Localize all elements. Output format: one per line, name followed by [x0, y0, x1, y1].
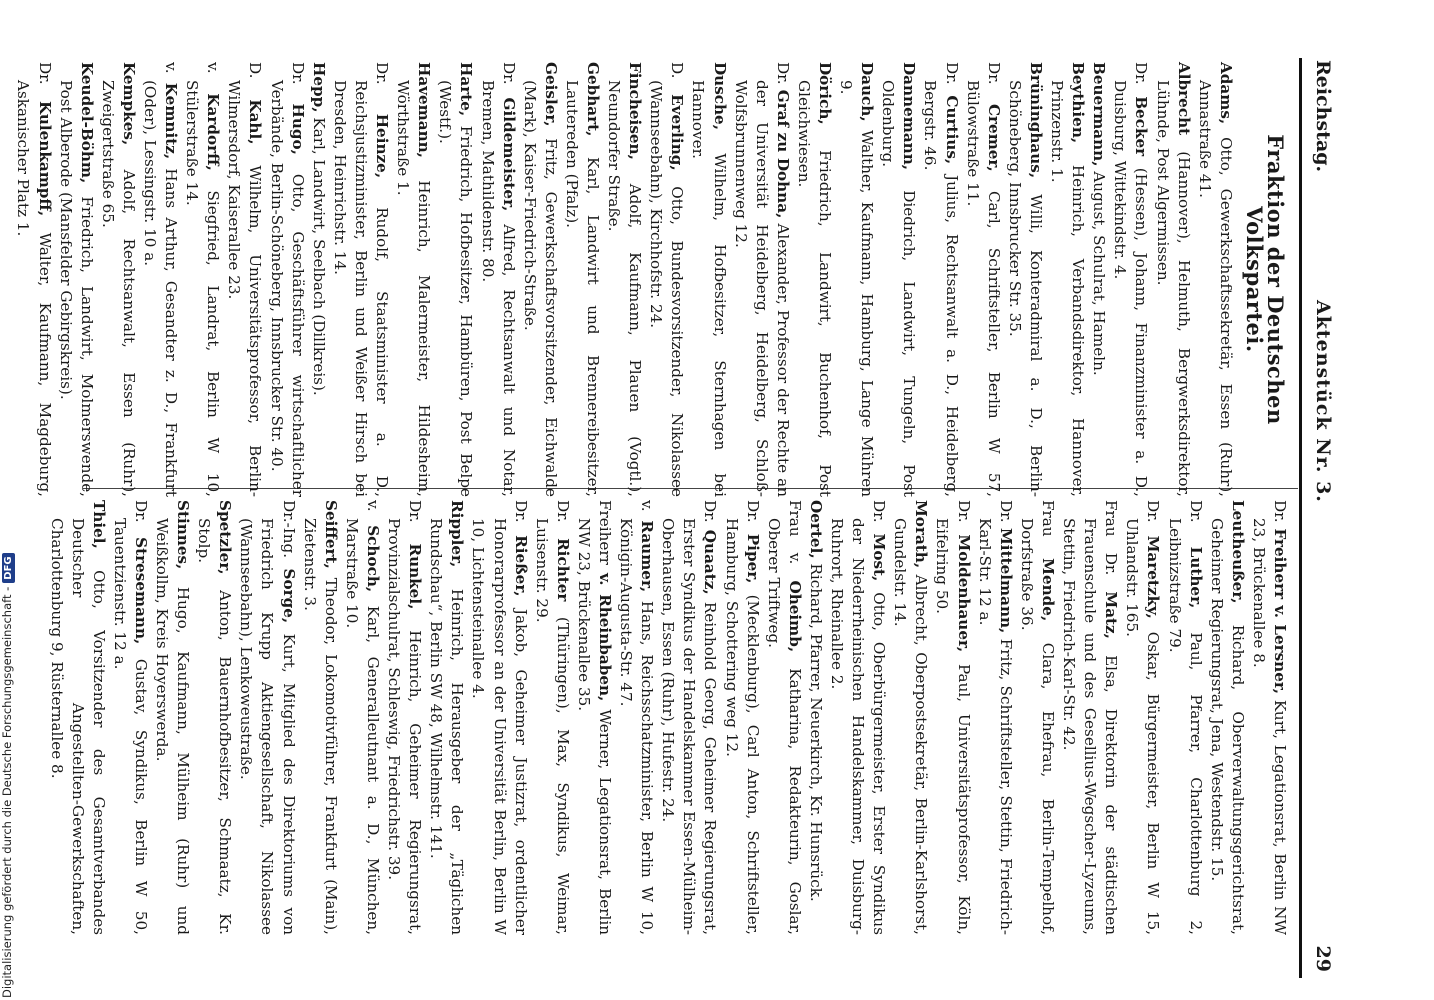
member-details: Theodor, Lokomotivführer, Frankfurt (Main), Zietenstr. 3. [300, 518, 340, 935]
member-details: (Thüringen), Max, Syndikus, Weimar, Luisenstr. 29. [532, 518, 572, 936]
member-details: Anton, Bauernhofbesitzer, Schmaatz, Kr. Stolp. [195, 518, 235, 936]
member-details: Hugo, Kaufmann, Mülheim (Ruhr) und Weißkollm, Kreis Hoyerswerda. [153, 518, 193, 936]
member-name: Schoch, [363, 525, 382, 593]
member-prefix: Freiherr [596, 500, 614, 565]
member-prefix: Frau v. [785, 500, 804, 565]
member-entry [645, 62, 687, 497]
member-name: Raumer, [638, 520, 657, 593]
member-entry [139, 62, 181, 497]
member-name: Becker [1132, 96, 1151, 157]
member-name: Beuermann, [1090, 62, 1109, 167]
member-entry [193, 500, 235, 935]
member-details: Otto, Bundesvorsitzender, Nikolassee (Wannseebahn), Kirchhofstr. 24. [647, 80, 687, 497]
member-name: Kulenkampff, [35, 100, 54, 217]
member-prefix: Dr. [553, 500, 572, 523]
member-entry [720, 500, 762, 935]
member-entry [730, 62, 793, 497]
member-entry [615, 500, 657, 935]
member-entry [687, 62, 729, 497]
member-details: Rudolf, Staatsminister a. D., Reichsjustizminister, Berlin und Weißer Hirsch bei Dresden, Heinrichstr. 14. [330, 80, 392, 498]
member-name: Matz, [1102, 591, 1121, 639]
member-entry [519, 62, 561, 497]
member-details: Oskar, Bürgermeister, Berlin W 15, Uhlandstr. 165. [1123, 518, 1163, 936]
member-name: Seiffert, [321, 500, 340, 569]
member-details: Clara, Ehefrau, Berlin-Tempelhof, Dorfstraße 36. [1017, 518, 1057, 936]
member-details: (Mecklenburg), Carl Anton, Schriftsteller, Hamburg, Schottering weg 12. [722, 518, 762, 936]
member-entry [603, 62, 645, 497]
member-details: Katharina, Redakteurin, Goslar, Oberer Triftweg. [764, 518, 804, 935]
member-details: Karl, Generalleutnant a. D., München, Marstraße 10. [342, 518, 382, 936]
member-entry [919, 62, 961, 497]
member-entry [877, 62, 919, 497]
member-entry [223, 62, 265, 497]
member-prefix: Dr. [288, 62, 307, 85]
member-prefix: v. [204, 62, 223, 74]
member-prefix: v. [363, 500, 382, 512]
member-prefix: Dr. [511, 500, 530, 523]
member-entry [805, 500, 826, 935]
page-number: 29 [1312, 945, 1334, 972]
member-details: Otto, Vorsitzender des Gesamtverbandes Deutscher Angestellten-Gewerkschaften, Charlottenburg 9, Rüsternallee 8. [47, 518, 108, 935]
member-prefix: Dr. [406, 500, 425, 523]
member-prefix: Dr. [499, 62, 518, 85]
member-name: Gildemeister, [499, 97, 518, 212]
member-details: Heinrich, Geheimer Regierungsrat, Provinzialschulrat, Schleswig, Friedrichstr. 39. [385, 518, 425, 936]
page-header [1308, 0, 1338, 1000]
member-name: Geisler, [541, 62, 560, 127]
member-details: Paul, Universitätsprofessor, Köln, Eifelring 50. [933, 518, 973, 936]
member-prefix: Dr. [942, 62, 961, 85]
member-name: Most, [870, 533, 889, 582]
member-entry [1194, 62, 1236, 497]
right-column [45, 500, 1290, 935]
left-column [12, 62, 1290, 497]
member-details: Kurt, Mitglied des Direktoriums von Friedrich Krupp Aktiengesellschaft, Nikolassee (Wannseebahn), Lenkoweustraße. [237, 518, 298, 936]
member-details: Paul, Pfarrer, Charlottenburg 2, Leibnizstraße 79. [1165, 518, 1205, 936]
member-details: Julius, Rechtsanwalt a. D., Heidelberg, Bergstr. 46. [921, 80, 961, 498]
member-name: Mende, [1038, 558, 1057, 622]
member-name: Freiherr v. Lersner, [1271, 528, 1289, 695]
member-prefix: Dr. [1132, 62, 1151, 85]
member-name: Rippler, [448, 500, 467, 568]
member-entry [1004, 62, 1046, 497]
member-prefix: v. [638, 500, 657, 512]
member-entry [657, 500, 720, 935]
member-name: Spetzler, [216, 500, 235, 575]
member-entry [109, 500, 151, 935]
member-name: Hugo, [288, 103, 307, 155]
member-details: Hans, Reichsschatzminister, Berlin W 10, Königin-Augusta-Str. 47. [617, 518, 657, 936]
member-details: Walther, Kaufmann, Hamburg, Lange Mühren 9. [837, 80, 877, 498]
member-name: Cremer, [984, 103, 1003, 172]
member-name: Luther, [1186, 546, 1205, 609]
member-details: Otto, Gewerkschaftssekretär, Essen (Ruhr), Annastraße 41. [1195, 80, 1235, 497]
member-prefix: v. [162, 62, 181, 74]
member-name: Kemnitz, [162, 82, 181, 160]
member-entry [266, 62, 308, 497]
member-entry [793, 62, 835, 497]
member-details: Kurt, Legationsrat, Berlin NW 23, Brückenallee 8. [1249, 518, 1289, 936]
member-details: Carl, Schriftsteller, Berlin W 57, Bülowstraße 11. [963, 80, 1003, 498]
member-name: Brüninghaus, [1026, 62, 1045, 179]
member-prefix: D. [246, 62, 265, 79]
member-entry [299, 500, 341, 935]
member-prefix: Dr. [870, 500, 889, 523]
member-prefix: Dr.-Ing. [279, 500, 298, 559]
member-name: Fincheisen, [626, 62, 645, 160]
member-entry [341, 500, 383, 935]
member-prefix: Dr. [743, 500, 762, 523]
member-name: Kempkes, [119, 62, 138, 146]
member-prefix: Frau Dr. [1102, 500, 1121, 576]
member-entry [531, 500, 573, 935]
member-prefix: Dr. [1271, 500, 1289, 523]
member-prefix: Dr. [701, 500, 720, 523]
member-name: Graf zu Dohna, [773, 89, 792, 219]
member-details: Karl, Landwirt, Seelbach (Dillkreis). [309, 117, 328, 396]
member-details: Walter, Kaufmann, Magdeburg, Askanischer Platz 1. [14, 80, 54, 498]
member-entry [392, 62, 434, 497]
member-entry [561, 62, 603, 497]
member-details: Heinrich, Herausgeber der „Täglichen Rundschau“, Berlin SW 48, Wilhelmstr. 141. [427, 518, 467, 935]
member-name: Runkel, [406, 543, 425, 610]
member-entry [181, 62, 223, 497]
member-name: Oheimb, [785, 580, 804, 653]
member-details: Friedrich, Landwirt, Buchenhof, Post Gleichwiesen. [794, 80, 835, 498]
member-entry [425, 500, 467, 935]
member-name: Rießer, [511, 535, 530, 597]
member-details: Albrecht, Oberpostsekretär, Berlin-Karlshorst, Gundelstr. 14. [891, 518, 931, 935]
member-name: Adams, [1216, 62, 1235, 125]
member-name: Dörich, [816, 62, 835, 125]
member-name: Quaatz, [701, 529, 720, 595]
member-entry [235, 500, 298, 935]
header-rule [1299, 58, 1302, 978]
header-center: Aktenstück Nr. 3. [1312, 300, 1334, 503]
member-prefix: Dr. [954, 500, 973, 523]
footer-note [0, 0, 22, 998]
member-name: Leutheußer, [1228, 500, 1247, 604]
member-name: Stresemann, [131, 537, 150, 645]
member-entry [329, 62, 392, 497]
header-left: Reichstag. [1312, 60, 1334, 173]
member-entry [1248, 500, 1290, 935]
member-name: Thiel, [89, 500, 108, 549]
member-details: Fritz, Gewerkschaftsvorsitzender, Eichwalde (Mark), Kaiser-Friedrich-Straße. [520, 80, 560, 497]
member-name: Stinnes, [174, 500, 193, 570]
member-entry [1151, 62, 1193, 497]
member-name: Curtius, [942, 95, 961, 165]
member-details: Richard, Pfarrer, Neuerkirch, Kr. Hunsrück. [806, 563, 825, 902]
member-entry [97, 62, 139, 497]
member-name: Mittelmann, [996, 527, 1015, 634]
member-entry [383, 500, 425, 935]
dfg-logo: DFG [2, 553, 15, 582]
member-entry [1088, 62, 1109, 497]
member-name: Kardorff, [204, 93, 223, 171]
member-entry [467, 500, 530, 935]
member-details: Alexander, Professor der Rechte an der Universität Heidelberg, Heidelberg, Schloß-Wolfsbrunnenweg 12. [731, 80, 792, 498]
member-entry [1046, 62, 1088, 497]
member-entry [45, 500, 108, 935]
member-entry [476, 62, 518, 497]
member-name: Maretzky, [1144, 535, 1163, 619]
member-details: Jakob, Geheimer Justizrat, ordentlicher Honorarprofessor an der Universität Berlin, Berlin W 10, Lichtensteinallee 4. [469, 518, 530, 936]
member-prefix: Dr. [373, 62, 392, 85]
member-details: Adolf, Rechtsanwalt, Essen (Ruhr), Zweigertstraße 65. [98, 80, 138, 498]
member-entry [962, 62, 1004, 497]
member-name: Everling, [668, 94, 687, 171]
member-details: Heinrich, Verbandsdirektor, Hannover, Prinzenstr. 1. [1048, 80, 1088, 497]
member-name: Keudel-Böhm, [77, 62, 96, 184]
member-name: Richter [553, 538, 572, 602]
member-entry [826, 500, 889, 935]
member-name: Moldenhauer, [954, 534, 973, 653]
member-name: Hepp, [309, 62, 328, 113]
member-details: Wilhelm, Universitätsprofessor, Berlin-Wilmersdorf, Kaiserallee 23. [225, 80, 265, 498]
member-entry [889, 500, 931, 935]
member-details: Werner, Legationsrat, Berlin NW 23, Brückenallee 35. [574, 518, 614, 935]
member-details: Siegfried, Landrat, Berlin W 10, Stülerstraße 14. [183, 80, 223, 497]
member-details: Wilhelm, Hofbesitzer, Sternhagen bei Hannover. [689, 80, 729, 497]
member-name: Heinze, [373, 113, 392, 179]
member-details: Heinrich, Malermeister, Hildesheim, Wörthstraße 1. [394, 80, 434, 497]
member-entry [763, 500, 805, 935]
member-details: Richard, Oberverwaltungsgerichtsrat, Geheimer Regierungsrat, Jena, Westendstr. 15. [1207, 518, 1247, 936]
member-entry [1121, 500, 1163, 935]
member-details: Elsa, Direktorin der städtischen Frauenschule und des Gesellius-Wegscher-Lyzeums, Stettin, Friedrich-Karl-Str. 42. [1060, 518, 1121, 935]
member-prefix: Dr. [773, 62, 792, 85]
member-name: Dauch, [858, 62, 877, 122]
member-details: Adolf, Kaufmann, Plauen (Vogtl.), Neundorfer Straße. [605, 80, 645, 497]
member-details: Diedrich, Landwirt, Tungeln, Post Oldenburg. [879, 80, 919, 498]
member-entry [573, 500, 615, 935]
member-name: Morath, [912, 500, 931, 569]
member-details: Karl, Landwirt und Brennereibesitzer, Lautereden (Pfalz). [562, 80, 602, 497]
member-details: Alfred, Rechtsanwalt und Notar, Bremen, Mathildenstr. 80. [478, 80, 518, 498]
member-name: Dannemann, [900, 62, 919, 171]
member-name: Havemann, [415, 62, 434, 158]
member-entry [1206, 500, 1248, 935]
member-details: Hans Arthur, Gesandter z. D., Frankfurt (Oder), Lessingstr. 10 a. [141, 80, 181, 497]
member-details: Reinhold Georg, Geheimer Regierungsrat, Erster Syndikus der Handelskammer Essen-Mülheim-Oberhausen, Essen (Ruhr), Hufestr. 24. [659, 518, 720, 936]
member-details: August, Schulrat, Hameln. [1090, 171, 1109, 376]
member-details: Friedrich, Landwirt, Molmerswende, Post Alberode (Mansfelder Gebirgskreis). [56, 80, 96, 498]
member-entry [931, 500, 973, 935]
member-details: Fritz, Schriftsteller, Stettin, Friedrich-Karl-Str. 12 a. [975, 518, 1015, 935]
member-entry [974, 500, 1016, 935]
member-prefix: Dr. [996, 500, 1015, 523]
rotated-page-content [8, 0, 1338, 1000]
member-name: Albrecht [1174, 62, 1193, 136]
member-details: Friedrich, Hofbesitzer, Hambüren, Post Belpe (Westf.). [436, 80, 476, 498]
member-name: Beythien, [1069, 62, 1088, 144]
member-name: Harte, [457, 62, 476, 117]
member-entry [151, 500, 193, 935]
member-prefix: D. [668, 62, 687, 79]
member-prefix: Frau [1038, 500, 1057, 537]
member-details: (Hannover), Helmuth, Bergwerksdirektor, Lühnde, Post Algermissen. [1153, 80, 1193, 497]
member-name: Kahl, [246, 99, 265, 145]
footer-text: Digitalisierung gefördert durch die Deutsche Forschungsgemeinschaft - [0, 586, 14, 998]
member-prefix: Dr. [131, 500, 150, 523]
member-entry [1058, 500, 1121, 935]
member-entry [308, 62, 329, 497]
member-entry [434, 62, 476, 497]
member-details: (Hessen), Johann, Finanzminister a. D., Duisburg, Wittekindstr. 4. [1111, 80, 1151, 498]
member-details: Willi, Konteradmiral a. D., Berlin-Schöneberg, Innsbrucker Str. 35. [1005, 80, 1045, 498]
section-title: Fraktion der Deutschen Volkspartei. [1241, 134, 1288, 425]
member-name: Oertel, [806, 500, 825, 559]
member-prefix: Dr. [984, 62, 1003, 85]
member-prefix: Dr. [1186, 500, 1205, 523]
member-entry [1109, 62, 1151, 497]
member-entry [835, 62, 877, 497]
member-prefix: Dr. [1144, 500, 1163, 523]
member-name: Gebhart, [584, 62, 602, 137]
member-details: Otto, Oberbürgermeister, Erster Syndikus der Niederrheinischen Handelskammer, Duisburg-Ruhrort, Rheinallee 2. [828, 518, 889, 936]
member-name: v. Rheinbaben, [596, 573, 614, 702]
member-details: Otto, Geschäftsführer wirtschaftlicher Verbände, Berlin-Schöneberg, Innsbrucker Str. 40. [267, 80, 307, 498]
member-entry [1016, 500, 1058, 935]
member-entry [55, 62, 97, 497]
member-name: Dusche, [710, 62, 729, 131]
member-name: Piper, [743, 533, 762, 584]
member-prefix: Dr. [35, 62, 54, 85]
member-name: Sorge, [279, 568, 298, 624]
member-details: Gustav, Syndikus, Berlin W 50, Tauentzienstr. 12 a. [110, 518, 150, 936]
member-entry [1163, 500, 1205, 935]
